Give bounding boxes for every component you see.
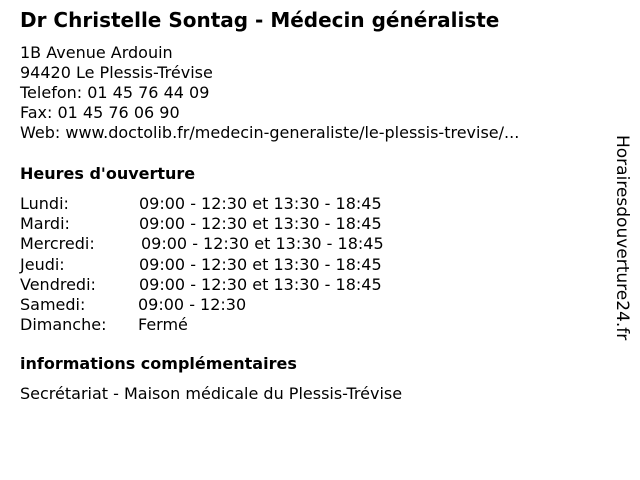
time-range: Fermé	[138, 315, 188, 335]
hours-row-tuesday	[20, 214, 384, 234]
info-text: Secrétariat - Maison médicale du Plessis-Trévise	[20, 384, 403, 403]
hours-heading: Heures d'ouverture	[20, 164, 196, 183]
phone-number: Telefon: 01 45 76 44 09	[20, 83, 210, 102]
page-title: Dr Christelle Sontag - Médecin généraliste	[20, 8, 500, 32]
address-line-2: 94420 Le Plessis-Trévise	[20, 63, 213, 82]
address-line-1: 1B Avenue Ardouin	[20, 43, 173, 62]
time-range: 09:00 - 12:30 et 13:30 - 18:45	[139, 214, 382, 234]
fax-number: Fax: 01 45 76 06 90	[20, 103, 180, 122]
hours-row-friday	[20, 275, 384, 295]
hours-row-monday	[20, 194, 384, 214]
day-label: Mardi:	[20, 214, 70, 234]
hours-row-wednesday	[20, 234, 384, 254]
hours-row-thursday	[20, 255, 384, 275]
time-range: 09:00 - 12:30	[138, 295, 247, 315]
day-label: Jeudi:	[20, 254, 65, 274]
contact-block	[20, 43, 519, 143]
time-range: 09:00 - 12:30 et 13:30 - 18:45	[139, 254, 382, 274]
opening-hours-list	[20, 194, 384, 335]
day-label: Dimanche:	[20, 315, 107, 335]
website-link[interactable]: Web: www.doctolib.fr/medecin-generaliste/le-plessis-trevise/...	[20, 123, 520, 142]
day-label: Samedi:	[20, 295, 86, 315]
hours-row-saturday	[20, 295, 384, 315]
time-range: 09:00 - 12:30 et 13:30 - 18:45	[139, 274, 382, 294]
site-watermark: Horairesdouverture24.fr	[612, 135, 632, 341]
info-heading: informations complémentaires	[20, 354, 297, 373]
time-range: 09:00 - 12:30 et 13:30 - 18:45	[141, 234, 384, 254]
hours-row-sunday	[20, 315, 384, 335]
day-label: Mercredi:	[20, 234, 95, 254]
day-label: Lundi:	[20, 194, 69, 213]
day-label: Vendredi:	[20, 274, 96, 294]
time-range: 09:00 - 12:30 et 13:30 - 18:45	[139, 194, 382, 213]
